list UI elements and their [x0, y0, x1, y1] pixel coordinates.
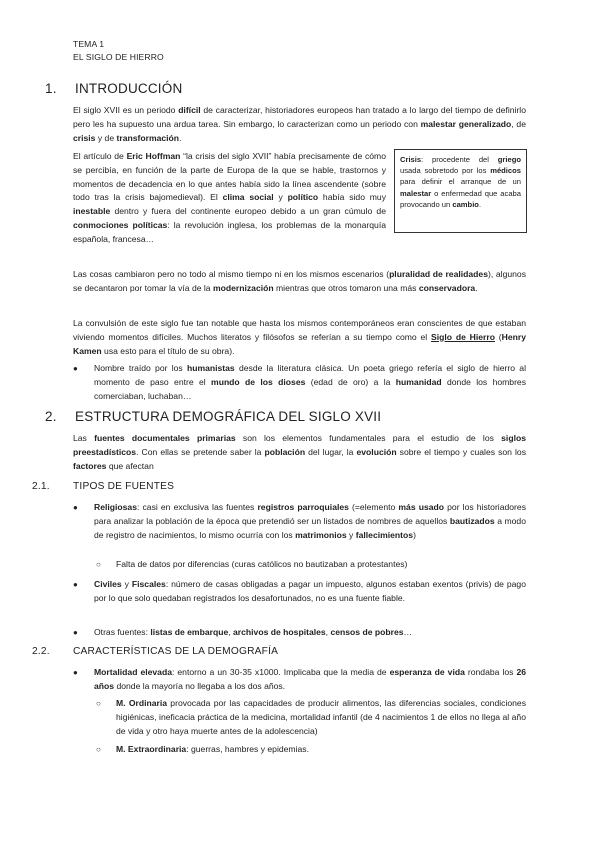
intro-paragraph-2: El artículo de Eric Hoffman “la crisis del siglo XVII” había precisamente de cómo se percibía, en función de la parte de Europa de la que se hable, trastornos y momentos de decadencia en lo que antes había sido la línea ascendente (sobre todo tras la crisis bajomedieval). El clima social y político había sido muy inestable dentro y fuera del continente europeo debido a un gran cúmulo de conmociones políticas: la revolución inglesa, los problemas de la monarquía española, francesa… [73, 151, 386, 244]
bullet-icon: ● [73, 580, 78, 589]
bullet-icon: ● [73, 364, 78, 373]
fuentes-bullet-otras: ● Otras fuentes: listas de embarque, archivos de hospitales, censos de pobres… [94, 626, 526, 640]
intro-bullet-humanistas: ● Nombre traído por los humanistas desde la literatura clásica. Un poeta griego refería el siglo de hierro al momento de paso entre el mundo de los dioses (edad de oro) a la humanidad donde los hombres comerciaban, luchaban… [73, 363, 527, 401]
sub-bullet-icon: ○ [96, 745, 101, 754]
fuentes-subbullet-falta-datos: ○ Falta de datos por diferencias (curas católicos no bautizaban a protestantes) [116, 558, 526, 572]
fuentes-bullet-religiosas: ● Religiosas: casi en exclusiva las fuentes registros parroquiales (=elemento más usado por los historiadores para analizar la población de la época que pretendió ser un listados de nombres de aquellos bautizados a modo de registro de nacimientos, lo mismo ocurría con los matrimonios y fallecimientos) [73, 502, 526, 540]
caract-subbullet-extraordinaria: ○ M. Extraordinaria: guerras, hambres y epidemias. [116, 743, 526, 757]
intro-paragraph-4: La convulsión de este siglo fue tan notable que hasta los mismos contemporáneos eran conscientes de que estaban viviendo momentos difíciles. Muchos literatos y filósofos se referían a su tiempo como el Siglo de Hierro (Henry Kamen usa esto para el título de su obra). [73, 318, 527, 356]
header-subtitle: EL SIGLO DE HIERRO [73, 52, 164, 62]
document-header [73, 38, 164, 64]
bullet-icon: ● [73, 668, 78, 677]
header-topic: TEMA 1 [73, 39, 105, 49]
sub-bullet-icon: ○ [96, 699, 101, 708]
bullet-icon: ● [73, 503, 78, 512]
intro-paragraph-1: El siglo XVII es un periodo difícil de caracterizar, historiadores europeos han tratado a lo largo del tiempo de definirlo pero les ha supuesto una ardua tarea. Sin embargo, lo caracterizan como un periodo con malestar generalizado, de crisis y de transformación. [73, 105, 526, 143]
bullet-icon: ● [73, 628, 78, 637]
sub-bullet-icon: ○ [96, 560, 101, 569]
intro-paragraph-3: Las cosas cambiaron pero no todo al mismo tiempo ni en los mismos escenarios (pluralidad de realidades), algunos se decantaron por tomar la vía de la modernización mientras que otros tomaron una más conservadora. [73, 269, 526, 293]
crisis-definition-box: Crisis: procedente del griego usada sobretodo por los médicos para definir el arranque de un malestar o enfermedad que acaba provocando un cambio. [394, 149, 527, 233]
fuentes-bullet-civiles: ● Civiles y Fiscales: número de casas obligadas a pagar un impuesto, algunos estaban exentos (privis) de pago por lo que solo quedaban registrados los desafortunados, no es una fuente fiable. [73, 579, 526, 603]
demo-paragraph-1: Las fuentes documentales primarias son los elementos fundamentales para el estudio de los siglos preestadísticos. Con ellas se pretende saber la población del lugar, la evolución sobre el tiempo y cuales son los factores que afectan [73, 433, 526, 471]
caract-subbullet-ordinaria: ○ M. Ordinaria provocada por las capacidades de producir alimentos, las diferencias sociales, condiciones higiénicas, ineficacia práctica de la medicina, mortalidad infantil (de 4 nacimientos 1 de ellos no llega al año de vida y otro haya muerte antes de la adolescencia) [96, 698, 526, 736]
caract-bullet-mortalidad: ● Mortalidad elevada: entorno a un 30-35 x1000. Implicaba que la media de esperanza de vida rondaba los 26 años donde la mayoría no llegaba a los dos años. [73, 667, 526, 691]
